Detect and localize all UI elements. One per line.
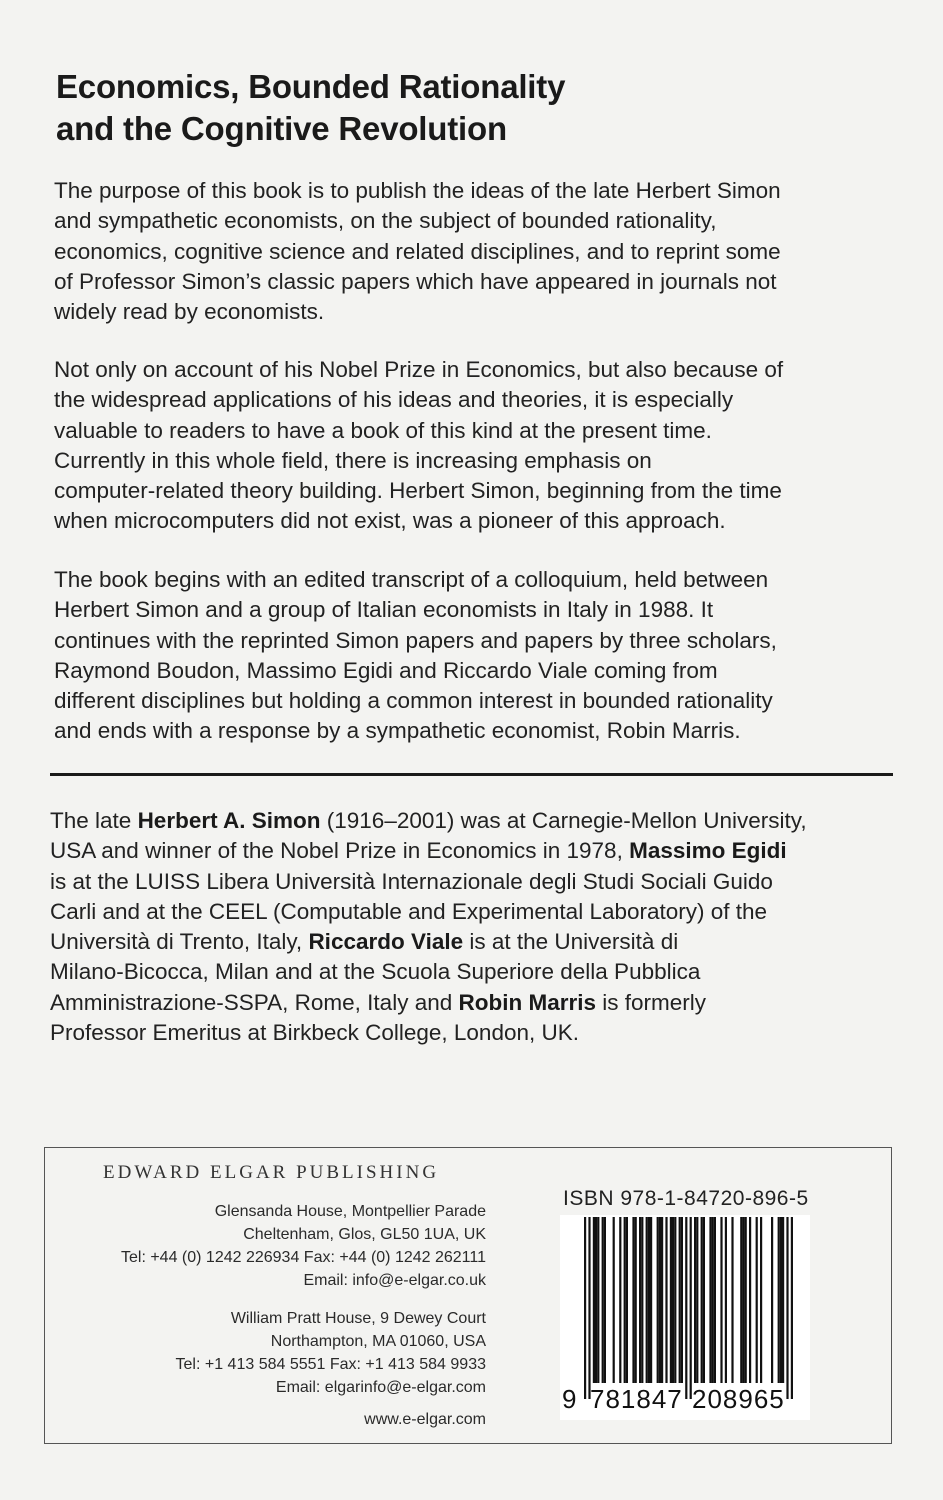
barcode-bar <box>742 1217 744 1383</box>
text-line <box>50 806 890 836</box>
author-name: Herbert A. Simon <box>137 808 321 833</box>
barcode-bar <box>685 1217 687 1399</box>
description-paragraph-2 <box>54 355 894 537</box>
barcode-bar <box>679 1217 681 1383</box>
description-paragraph-1 <box>54 176 894 327</box>
text-line: The purpose of this book is to publish the ideas of the late Herbert Simon <box>54 178 781 203</box>
address-line: Glensanda House, Montpellier Parade <box>214 1203 486 1220</box>
barcode-bar <box>694 1217 696 1383</box>
text-line: Professor Emeritus at Birkbeck College, London, UK. <box>50 1020 579 1046</box>
barcode-bar <box>670 1217 672 1383</box>
barcode-bar <box>778 1217 780 1383</box>
barcode-bar <box>745 1217 747 1383</box>
barcode-bar <box>597 1217 599 1383</box>
barcode-bar <box>782 1217 784 1383</box>
bio-text: Amministrazione-SSPA, Rome, Italy and <box>50 989 459 1015</box>
text-line: computer-related theory building. Herbert Simon, beginning from the time <box>54 478 782 504</box>
text-line: the widespread applications of his ideas and theories, it is especially <box>54 387 734 413</box>
author-name: Riccardo Viale <box>308 929 464 955</box>
barcode-digits-right: 208965 <box>692 1384 785 1414</box>
barcode-bar <box>646 1217 648 1383</box>
barcode-bar <box>771 1217 773 1383</box>
barcode-bar <box>749 1217 751 1383</box>
text-line: of Professor Simon’s classic papers which have appeared in journals not <box>54 268 777 294</box>
text-line: Not only on account of his Nobel Prize in Economics, but also because of <box>54 357 784 382</box>
divider-rule <box>50 773 893 776</box>
text-line <box>50 988 890 1018</box>
barcode-bar <box>588 1217 590 1399</box>
barcode-bar <box>632 1217 634 1383</box>
barcode-bar <box>703 1217 705 1383</box>
barcode-bar <box>624 1217 626 1383</box>
text-line: Carli and at the CEEL (Computable and Experimental Laboratory) of the <box>50 898 768 924</box>
barcode-bar <box>696 1217 698 1383</box>
author-name: Robin Marris <box>458 989 597 1015</box>
text-line: different disciplines but holding a common interest in bounded rationality <box>54 688 773 714</box>
text-line <box>50 927 890 957</box>
text-line: Milano-Bicocca, Milan and at the Scuola Superiore della Pubblica <box>50 959 701 985</box>
barcode-bar <box>780 1217 782 1383</box>
book-title <box>56 66 876 150</box>
barcode-bar <box>720 1217 722 1383</box>
text-line: Herbert Simon and a group of Italian economists in Italy in 1988. It <box>54 597 714 623</box>
address-line: Tel: +1 413 584 5551 Fax: +1 413 584 9933 <box>175 1356 486 1373</box>
text-line: and sympathetic economists, on the subject of bounded rationality, <box>54 208 717 234</box>
barcode-bar <box>595 1217 597 1383</box>
text-line: continues with the reprinted Simon papers and papers by three scholars, <box>54 627 777 653</box>
barcode-bar <box>701 1217 703 1383</box>
bio-text: (1916–2001) was at Carnegie-Mellon University, <box>320 808 807 833</box>
barcode-bar <box>725 1217 727 1383</box>
barcode-bar <box>657 1217 659 1383</box>
barcode-bar <box>786 1217 788 1399</box>
address-line: Email: info@e-elgar.co.uk <box>303 1272 486 1289</box>
barcode-bar <box>690 1217 692 1399</box>
address-line: Cheltenham, Glos, GL50 1UA, UK <box>243 1226 486 1243</box>
bio-text: Università di Trento, Italy, <box>50 929 309 955</box>
barcode-bar <box>626 1217 628 1383</box>
barcode-bar <box>672 1217 674 1383</box>
text-line: Currently in this whole field, there is increasing emphasis on <box>54 447 652 473</box>
barcode-bar <box>791 1217 793 1399</box>
address-line: Tel: +44 (0) 1242 226934 Fax: +44 (0) 1242 262111 <box>120 1249 486 1266</box>
text-line: The book begins with an edited transcript of a colloquium, held between <box>54 567 769 592</box>
barcode-bar <box>681 1217 683 1383</box>
barcode-digits-left: 781847 <box>590 1384 683 1414</box>
barcode-bar <box>650 1217 652 1383</box>
barcode-bar <box>613 1217 615 1383</box>
bio-text: is at the Università di <box>463 929 679 955</box>
text-line: and ends with a response by a sympathetic economist, Robin Marris. <box>54 718 741 744</box>
barcode-bar <box>648 1217 650 1383</box>
isbn-barcode <box>560 1215 810 1420</box>
barcode-bar <box>604 1217 606 1383</box>
barcode-bar <box>635 1217 637 1383</box>
barcode-bar <box>709 1217 711 1383</box>
author-bio <box>50 806 890 1048</box>
barcode-bar <box>731 1217 733 1383</box>
address-line: Northampton, MA 01060, USA <box>270 1333 486 1350</box>
bio-text: is formerly <box>596 989 707 1015</box>
barcode-bar <box>712 1217 714 1383</box>
barcode-bar <box>665 1217 667 1383</box>
text-line: Raymond Boudon, Massimo Egidi and Riccardo Viale coming from <box>54 657 718 683</box>
description-paragraph-3 <box>54 565 894 747</box>
text-line: economics, cognitive science and related disciplines, and to reprint some <box>54 238 781 264</box>
text-line: is at the LUISS Libera Università Internazionale degli Studi Sociali Guido <box>50 868 773 894</box>
text-line: widely read by economists. <box>54 299 325 325</box>
barcode-bar <box>674 1217 676 1383</box>
publisher-name: EDWARD ELGAR PUBLISHING <box>103 1162 440 1183</box>
barcode-digit-first: 9 <box>562 1384 577 1414</box>
barcode-bar <box>602 1217 604 1383</box>
barcode-bar <box>584 1217 586 1399</box>
author-name: Massimo Egidi <box>629 838 787 864</box>
text-line: valuable to readers to have a book of this kind at the present time. <box>54 417 712 443</box>
address-line: William Pratt House, 9 Dewey Court <box>230 1310 486 1327</box>
publisher-website: www.e-elgar.com <box>364 1411 486 1428</box>
barcode-bar <box>661 1217 663 1383</box>
barcode-digits <box>560 1382 810 1420</box>
barcode-bar <box>639 1217 641 1383</box>
barcode-bar <box>641 1217 643 1383</box>
barcode-bar <box>714 1217 716 1383</box>
text-line <box>50 836 890 866</box>
barcode-bar <box>756 1217 758 1383</box>
barcode-bar <box>593 1217 595 1383</box>
barcode-bar <box>740 1217 742 1383</box>
bio-text: The late <box>50 808 138 833</box>
bio-text: USA and winner of the Nobel Prize in Economics in 1978, <box>50 838 630 864</box>
address-line: Email: elgarinfo@e-elgar.com <box>275 1379 486 1396</box>
uk-address <box>66 1200 486 1292</box>
title-line-1: Economics, Bounded Rationality <box>56 68 566 105</box>
barcode-bar <box>659 1217 661 1383</box>
title-line-2: and the Cognitive Revolution <box>56 110 507 147</box>
text-line: when microcomputers did not exist, was a pioneer of this approach. <box>54 508 726 534</box>
isbn-label: ISBN 978-1-84720-896-5 <box>563 1187 809 1210</box>
us-address <box>66 1307 486 1399</box>
barcode-bar <box>619 1217 621 1383</box>
barcode-bar <box>760 1217 762 1383</box>
